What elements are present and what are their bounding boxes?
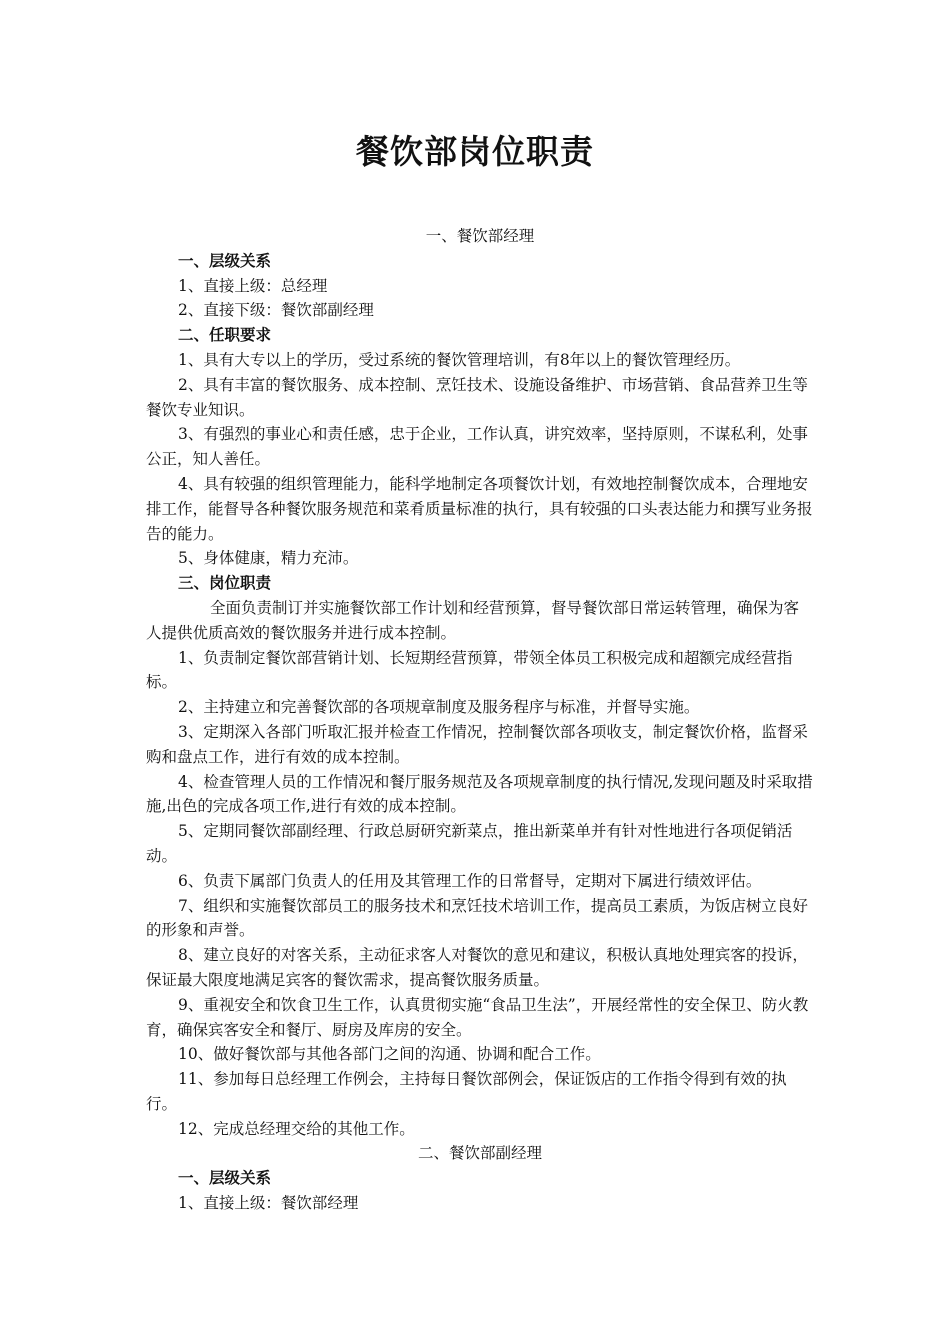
section-title: 二、餐饮部副经理 [417, 1144, 542, 1163]
paragraph: 1、具有大专以上的学历，受过系统的餐饮管理培训，有8年以上的餐饮管理经历。 [178, 350, 741, 369]
subsection-heading: 二、任职要求 [178, 325, 272, 345]
paragraph: 9、重视安全和饮食卫生工作，认真贯彻实施“食品卫生法”，开展经常性的安全保卫、防火教育，确保宾客安全和餐厅、厨房及库房的安全。 [146, 995, 809, 1039]
subsection-heading: 三、岗位职责 [178, 573, 272, 593]
paragraph: 5、定期同餐饮部副经理、行政总厨研究新菜点，推出新菜单并有针对性地进行各项促销活动。 [146, 822, 793, 865]
section-title: 一、餐饮部经理 [425, 227, 535, 245]
paragraph: 1、负责制定餐饮部营销计划、长短期经营预算，带领全体员工积极完成和超额完成经营指标。 [146, 648, 793, 692]
paragraph: 2、具有丰富的餐饮服务、成本控制、烹饪技术、设施设备维护、市场营销、食品营养卫生等餐饮专业知识。 [146, 375, 808, 419]
paragraph: 2、主持建立和完善餐饮部的各项规章制度及服务程序与标准，并督导实施。 [178, 698, 700, 717]
paragraph: 3、有强烈的事业心和责任感，忠于企业，工作认真，讲究效率，坚持原则，不谋私利，处事公正，知人善任。 [146, 425, 808, 469]
subsection-heading: 一、层级关系 [178, 250, 272, 270]
paragraph: 3、定期深入各部门听取汇报并检查工作情况，控制餐饮部各项收支，制定餐饮价格，监督采购和盘点工作，进行有效的成本控制。 [146, 722, 808, 766]
paragraph: 5、身体健康，精力充沛。 [178, 549, 359, 568]
paragraph: 11、参加每日总经理工作例会，主持每日餐饮部例会，保证饭店的工作指令得到有效的执行。 [146, 1070, 787, 1113]
document-body [146, 224, 814, 1216]
subsection-heading: 一、层级关系 [178, 1168, 272, 1188]
paragraph: 8、建立良好的对客关系，主动征求客人对餐饮的意见和建议，积极认真地处理宾客的投诉，保证最大限度地满足宾客的餐饮需求，提高餐饮服务质量。 [146, 946, 808, 989]
paragraph: 7、组织和实施餐饮部员工的服务技术和烹饪技术培训工作，提高员工素质，为饭店树立良好的形象和声誉。 [146, 896, 808, 940]
document-title: 餐饮部岗位职责 [356, 132, 594, 171]
paragraph: 6、负责下属部门负责人的任用及其管理工作的日常督导，定期对下属进行绩效评估。 [178, 871, 762, 890]
paragraph: 4、检查管理人员的工作情况和餐厅服务规范及各项规章制度的执行情况,发现问题及时采取措施,出色的完成各项工作,进行有效的成本控制。 [146, 772, 813, 816]
paragraph: 10、做好餐饮部与其他各部门之间的沟通、协调和配合工作。 [178, 1045, 601, 1064]
paragraph: 4、具有较强的组织管理能力，能科学地制定各项餐饮计划，有效地控制餐饮成本，合理地安排工作，能督导各种餐饮服务规范和菜肴质量标准的执行，具有较强的口头表达能力和撰写业务报告的能力。 [146, 474, 813, 543]
paragraph-intro: 全面负责制订并实施餐饮部工作计划和经营预算，督导餐饮部日常运转管理，确保为客人提供优质高效的餐饮服务并进行成本控制。 [146, 598, 800, 642]
paragraph: 1、直接上级：餐饮部经理 [178, 1194, 359, 1213]
paragraph: 2、直接下级：餐饮部副经理 [178, 301, 374, 320]
paragraph: 1、直接上级：总经理 [178, 276, 328, 295]
paragraph: 12、完成总经理交给的其他工作。 [178, 1119, 415, 1138]
